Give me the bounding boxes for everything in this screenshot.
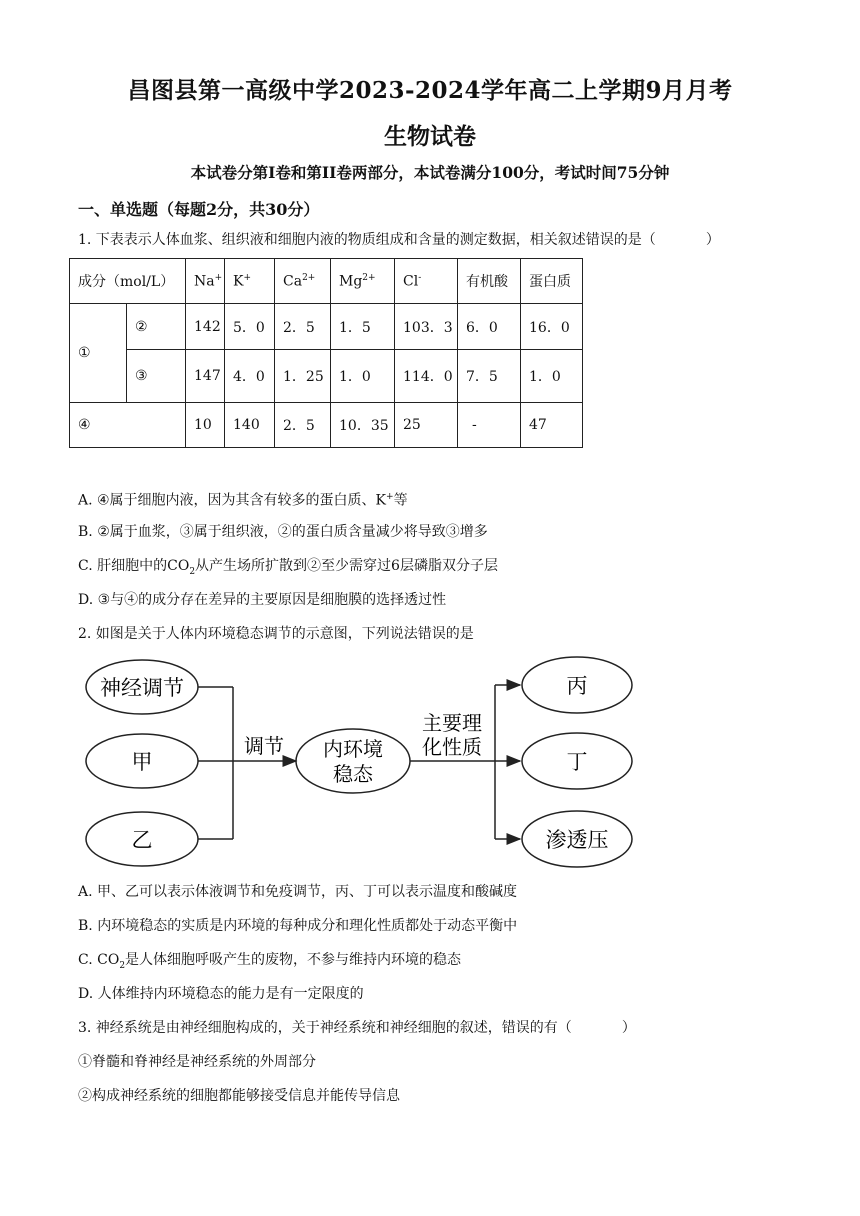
table-cell: 2．5 [275,403,331,448]
table-cell: 142 [186,304,225,350]
table-cell: 5．0 [225,304,275,350]
q1-option-c-end: 从产生场所扩散到②至少需穿过6层磷脂双分子层 [195,558,498,574]
ion-charge: + [243,272,252,283]
node-center-line1: 内环境 [323,737,383,761]
table-header-cell [186,259,225,304]
q1-stem-text: 1. 下表表示人体血浆、组织液和细胞内液的物质组成和含量的测定数据，相关叙述错误的是（ [78,232,656,248]
table-row-label: ② [127,304,186,350]
table-cell: 6．0 [458,304,521,350]
q1-option-c-text: C. 肝细胞中的CO [78,558,190,574]
table-cell: - [458,403,521,448]
q1-stem-end: ） [705,232,720,248]
table-row [70,350,583,403]
arrow-property-line1: 主要理 [422,711,482,735]
node-right-3-label: 渗透压 [545,828,609,852]
node-center-line2: 稳态 [333,762,373,786]
ion-cl: Cl [403,273,419,290]
q2-option-c-end: 是人体细胞呼吸产生的废物，不参与维持内环境的稳态 [125,952,462,968]
table-header-cell [395,259,458,304]
table-row-label: ③ [127,350,186,403]
exam-title: 昌图县第一高级中学2023-2024学年高二上学期9月月考 [127,77,733,104]
table-cell: 1．0 [521,350,583,403]
q1-option-d: D. ③与④的成分存在差异的主要原因是细胞膜的选择透过性 [78,592,447,608]
q3-stem-end: ） [621,1020,636,1036]
ion-k: K [233,273,244,290]
q1-option-c [78,556,498,582]
q2-diagram [80,655,640,875]
table-cell: 7．5 [458,350,521,403]
q1-option-a-end: 等 [393,492,408,509]
table-header-cell: 成分（mol/L） [70,259,186,304]
q2-option-c-text: C. CO [78,952,120,968]
table-cell: 1．25 [275,350,331,403]
exam-subtitle: 生物试卷 [384,123,476,150]
table-cell: 114．0 [395,350,458,403]
table-cell: 2．5 [275,304,331,350]
q2-option-c-sub: 2 [119,960,126,971]
q1-option-a [78,487,408,511]
table-cell: 1．0 [331,350,395,403]
table-header-cell [275,259,331,304]
table-cell: 47 [521,403,583,448]
q2-option-a: A. 甲、乙可以表示体液调节和免疫调节，丙、丁可以表示温度和酸碱度 [78,884,518,900]
table-header-cell: 有机酸 [458,259,521,304]
node-right-2-label: 丁 [566,750,588,774]
table-header-cell [331,259,395,304]
q3-stem-text: 3. 神经系统是由神经细胞构成的，关于神经系统和神经细胞的叙述，错误的有（ [78,1020,572,1036]
table-row-label: ④ [70,403,186,448]
node-left-3-label: 乙 [131,828,153,852]
arrow-property-line2: 化性质 [422,735,482,759]
q1-option-a-sup: + [386,492,394,502]
ion-charge: + [214,272,223,283]
q1-option-a-text: A. ④属于细胞内液，因为其含有较多的蛋白质、K [78,492,387,509]
table-cell: 10 [186,403,225,448]
table-cell: 103．3 [395,304,458,350]
q2-stem: 2. 如图是关于人体内环境稳态调节的示意图，下列说法错误的是 [78,626,474,642]
q2-option-b: B. 内环境稳态的实质是内环境的每种成分和理化性质都处于动态平衡中 [78,918,518,934]
q2-option-d: D. 人体维持内环境稳态的能力是有一定限度的 [78,986,364,1002]
q1-option-c-sub: 2 [189,566,196,577]
table-cell: 16．0 [521,304,583,350]
section-heading: 一、单选题（每题2分，共30分） [78,200,320,219]
table-header-cell [225,259,275,304]
table-group-label: ① [70,304,127,403]
node-right-1-label: 丙 [566,674,588,698]
table-cell: 25 [395,403,458,448]
table-header-cell: 蛋白质 [521,259,583,304]
ion-na: Na [194,273,215,290]
ion-charge: 2+ [362,272,376,283]
node-left-1-label: 神经调节 [100,676,184,700]
node-left-2-label: 甲 [131,750,153,774]
ion-charge: - [418,272,422,283]
ion-ca: Ca [283,273,303,290]
ion-mg: Mg [339,273,363,290]
table-cell: 10．35 [331,403,395,448]
q1-option-b: B. ②属于血浆，③属于组织液，②的蛋白质含量减少将导致③增多 [78,524,488,540]
q2-option-c [78,950,461,976]
q1-data-table [69,258,583,448]
q3-item-1: ①脊髓和脊神经是神经系统的外周部分 [78,1054,316,1070]
arrow-regulate-label: 调节 [244,734,284,758]
q3-item-2: ②构成神经系统的细胞都能够接受信息并能传导信息 [78,1088,400,1104]
table-header-row [70,259,583,304]
table-cell: 140 [225,403,275,448]
table-cell: 4．0 [225,350,275,403]
q3-stem [78,1018,636,1038]
q1-stem [78,230,720,250]
ion-charge: 2+ [302,272,316,283]
table-row [70,304,583,350]
table-cell: 1．5 [331,304,395,350]
exam-note: 本试卷分第I卷和第II卷两部分，本试卷满分100分，考试时间75分钟 [190,163,670,182]
table-cell: 147 [186,350,225,403]
table-row [70,403,583,448]
